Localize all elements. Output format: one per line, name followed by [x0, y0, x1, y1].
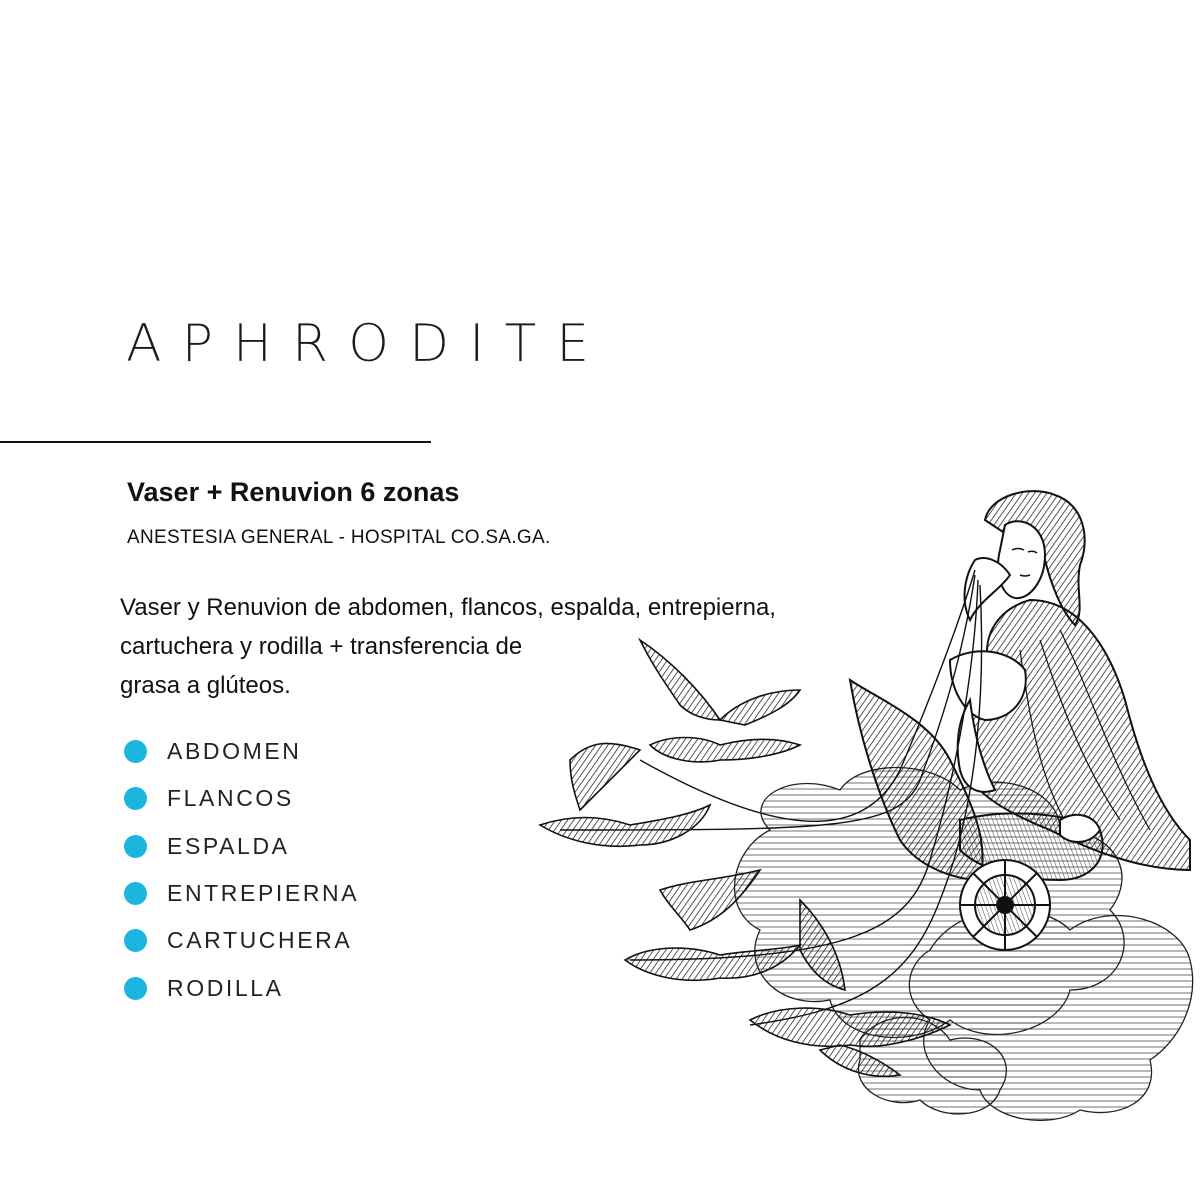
- zone-item: [124, 823, 359, 870]
- zone-item: [124, 870, 359, 917]
- description-line: Vaser y Renuvion de abdomen, flancos, espalda, entrepierna,: [120, 594, 776, 621]
- zone-label: ENTREPIERNA: [167, 880, 360, 907]
- description-line: cartuchera y rodilla + transferencia de: [120, 633, 523, 660]
- procedure-title: Vaser + Renuvion 6 zonas: [127, 477, 460, 507]
- zone-item: [124, 775, 359, 822]
- aphrodite-chariot-engraving-icon: [528, 490, 1200, 1130]
- zone-label: CARTUCHERA: [167, 927, 353, 954]
- zones-list: [124, 728, 359, 1012]
- zone-label: ESPALDA: [167, 832, 290, 859]
- procedure-subtitle: ANESTESIA GENERAL - HOSPITAL CO.SA.GA.: [127, 527, 551, 548]
- zone-label: ABDOMEN: [167, 738, 302, 765]
- zone-label: FLANCOS: [167, 785, 294, 812]
- title-divider: [0, 441, 431, 443]
- description-line: grasa a glúteos.: [120, 672, 291, 699]
- zone-label: RODILLA: [167, 974, 284, 1001]
- zone-item: [124, 964, 359, 1011]
- zone-item: [124, 917, 359, 964]
- bullet-dot-icon: [124, 740, 147, 763]
- bullet-dot-icon: [124, 787, 147, 810]
- brand-title: APHRODITE: [126, 314, 610, 374]
- bullet-dot-icon: [124, 977, 147, 1000]
- bullet-dot-icon: [124, 882, 147, 905]
- bullet-dot-icon: [124, 929, 147, 952]
- bullet-dot-icon: [124, 835, 147, 858]
- zone-item: [124, 728, 359, 775]
